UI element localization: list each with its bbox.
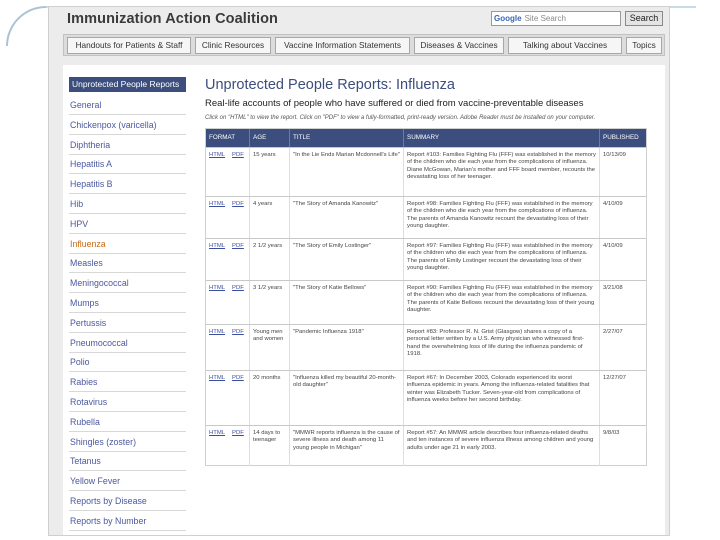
format-cell <box>206 325 250 370</box>
sidebar-item[interactable]: Yellow Fever <box>69 472 186 491</box>
table-row <box>206 425 646 466</box>
html-link[interactable]: HTML <box>209 201 226 207</box>
col-header-format: FORMAT <box>206 129 250 147</box>
published-cell: 2/27/07 <box>603 329 623 335</box>
sidebar-item[interactable]: Pertussis <box>69 314 186 333</box>
sidebar-item[interactable]: Hepatitis A <box>69 155 186 174</box>
site-header <box>49 7 669 33</box>
age-cell: 14 days to teenager <box>250 426 290 466</box>
col-header-age: AGE <box>250 129 290 147</box>
sidebar-item[interactable]: Shingles (zoster) <box>69 433 186 452</box>
sidebar-item[interactable]: Diphtheria <box>69 136 186 155</box>
browser-page <box>48 6 670 536</box>
sidebar-item[interactable]: Hepatitis B <box>69 175 186 194</box>
html-link[interactable]: HTML <box>209 243 226 249</box>
published-cell: 3/21/08 <box>603 285 623 291</box>
slide-background <box>0 0 30 540</box>
pdf-link[interactable]: PDF <box>232 329 244 335</box>
nav-diseases-vaccines[interactable]: Diseases & Vaccines <box>414 37 504 54</box>
summary-cell: Report #97: Families Fighting Flu (FFF) was established in the memory of the children who die each year from the complications of influenza. The parents of Emily Lostinger recount the devastating loss of their young daughter. <box>404 239 600 280</box>
nav-vis[interactable]: Vaccine Information Statements <box>275 37 410 54</box>
sidebar-item[interactable]: Reports by Disease <box>69 492 186 511</box>
published-cell: 10/13/09 <box>603 152 626 158</box>
html-link[interactable]: HTML <box>209 285 226 291</box>
html-link[interactable]: HTML <box>209 375 226 381</box>
sidebar-item[interactable]: General <box>69 96 186 115</box>
summary-cell: Report #98: Families Fighting Flu (FFF) was established in the memory of the children who die each year from the complications of influenza. The parents of Amanda Kanowitz recount the devastating loss of their young daughter. <box>404 197 600 238</box>
html-link[interactable]: HTML <box>209 152 226 158</box>
summary-cell: Report #103: Families Fighting Flu (FFF) was established in the memory of the children who die each year from the complications of influenza. Diane McGowan, Marian's mother and FFF board member, recounts the devastating loss of her teenager. <box>404 148 600 196</box>
html-link[interactable]: HTML <box>209 329 226 335</box>
summary-cell: Report #90: Families Fighting Flu (FFF) was established in the memory of the children who die each year from the complications of influenza. The parents of Katie Bellows recount the devastating loss of their young daughter. <box>404 281 600 324</box>
google-logo-text: Google <box>494 14 522 23</box>
title-cell: "The Story of Emily Lostinger" <box>290 239 404 280</box>
format-cell <box>206 239 250 280</box>
nav-talking-about-vaccines[interactable]: Talking about Vaccines <box>508 37 622 54</box>
col-header-title: TITLE <box>290 129 404 147</box>
col-header-summary: SUMMARY <box>404 129 600 147</box>
nav-clinic-resources[interactable]: Clinic Resources <box>195 37 271 54</box>
title-cell: "Influenza killed my beautiful 20-month-old daughter" <box>290 371 404 425</box>
format-cell <box>206 281 250 324</box>
table-row <box>206 370 646 425</box>
page-subtitle: Real-life accounts of people who have suffered or died from vaccine-preventable diseases <box>205 98 584 109</box>
published-cell: 4/10/09 <box>603 243 623 249</box>
format-cell <box>206 371 250 425</box>
main-nav <box>63 34 665 56</box>
search-input[interactable] <box>491 11 621 26</box>
age-cell: Young men and women <box>250 325 290 370</box>
sidebar-item[interactable]: HPV <box>69 215 186 234</box>
sidebar-item[interactable]: Rotavirus <box>69 393 186 412</box>
table-row <box>206 280 646 324</box>
title-cell: "MMWR reports influenza is the cause of severe illness and death among 11 young people in Michigan" <box>290 426 404 466</box>
sidebar-item[interactable]: Polio <box>69 353 186 372</box>
nav-topics[interactable]: Topics <box>626 37 662 54</box>
format-note: Click on "HTML" to view the report. Click on "PDF" to view a fully-formatted, print-ready version. Adobe Reader must be installed on your computer. <box>205 115 596 121</box>
reports-table <box>205 128 647 466</box>
table-row <box>206 147 646 196</box>
age-cell: 3 1/2 years <box>250 281 290 324</box>
age-cell: 2 1/2 years <box>250 239 290 280</box>
sidebar-item[interactable]: Mumps <box>69 294 186 313</box>
sidebar-heading[interactable]: Unprotected People Reports <box>69 77 186 92</box>
sidebar-item[interactable]: Meningococcal <box>69 274 186 293</box>
format-cell <box>206 426 250 466</box>
published-cell: 9/8/03 <box>603 430 620 436</box>
search-button[interactable]: Search <box>625 11 663 26</box>
published-cell: 4/10/09 <box>603 201 623 207</box>
format-cell <box>206 197 250 238</box>
pdf-link[interactable]: PDF <box>232 152 244 158</box>
published-cell: 12/27/07 <box>603 375 626 381</box>
sidebar-item[interactable]: Reports by Number <box>69 512 186 531</box>
sidebar-item[interactable]: Influenza <box>69 235 186 254</box>
sidebar-item[interactable]: Rabies <box>69 373 186 392</box>
sidebar-item[interactable]: Pneumococcal <box>69 334 186 353</box>
page-title: Unprotected People Reports: Influenza <box>205 77 455 93</box>
age-cell: 15 years <box>250 148 290 196</box>
pdf-link[interactable]: PDF <box>232 285 244 291</box>
table-row <box>206 238 646 280</box>
table-row <box>206 324 646 370</box>
pdf-link[interactable]: PDF <box>232 375 244 381</box>
summary-cell: Report #57: An MMWR article describes four influenza-related deaths and ten instances of severe influenza illness among children and young adults under age 21 in early 2003. <box>404 426 600 466</box>
sidebar-item[interactable]: Hib <box>69 195 186 214</box>
title-cell: "The Story of Amanda Kanowitz" <box>290 197 404 238</box>
title-cell: "Pandemic Influenza 1918" <box>290 325 404 370</box>
title-cell: "The Story of Katie Bellows" <box>290 281 404 324</box>
title-cell: "In the Lie Ends Marian Mcdonnell's Life" <box>290 148 404 196</box>
summary-cell: Report #83: Professor R. N. Grist (Glasgow) shares a copy of a personal letter written by a U.S. Army physician who witnessed first-hand the overwhelming loss of life during the influenza pandemic of 1918. <box>404 325 600 370</box>
age-cell: 4 years <box>250 197 290 238</box>
pdf-link[interactable]: PDF <box>232 243 244 249</box>
sidebar-item[interactable]: Chickenpox (varicella) <box>69 116 186 135</box>
format-cell <box>206 148 250 196</box>
sidebar-item[interactable]: Measles <box>69 254 186 273</box>
content-area <box>63 65 665 536</box>
search-placeholder: Site Search <box>524 14 566 23</box>
table-row <box>206 196 646 238</box>
html-link[interactable]: HTML <box>209 430 226 436</box>
pdf-link[interactable]: PDF <box>232 201 244 207</box>
age-cell: 20 months <box>250 371 290 425</box>
col-header-published: PUBLISHED <box>600 129 646 147</box>
sidebar-item[interactable]: Rubella <box>69 413 186 432</box>
summary-cell: Report #67: In December 2003, Colorado experienced its worst influenza epidemic in years. Among the influenza-related fatalities that winter was Elizabeth Tucker. Seven-year-old from complications of influenza weeks before her second birthday. <box>404 371 600 425</box>
nav-handouts[interactable]: Handouts for Patients & Staff <box>67 37 191 54</box>
pdf-link[interactable]: PDF <box>232 430 244 436</box>
site-title[interactable]: Immunization Action Coalition <box>67 11 278 27</box>
sidebar-item[interactable]: Tetanus <box>69 452 186 471</box>
